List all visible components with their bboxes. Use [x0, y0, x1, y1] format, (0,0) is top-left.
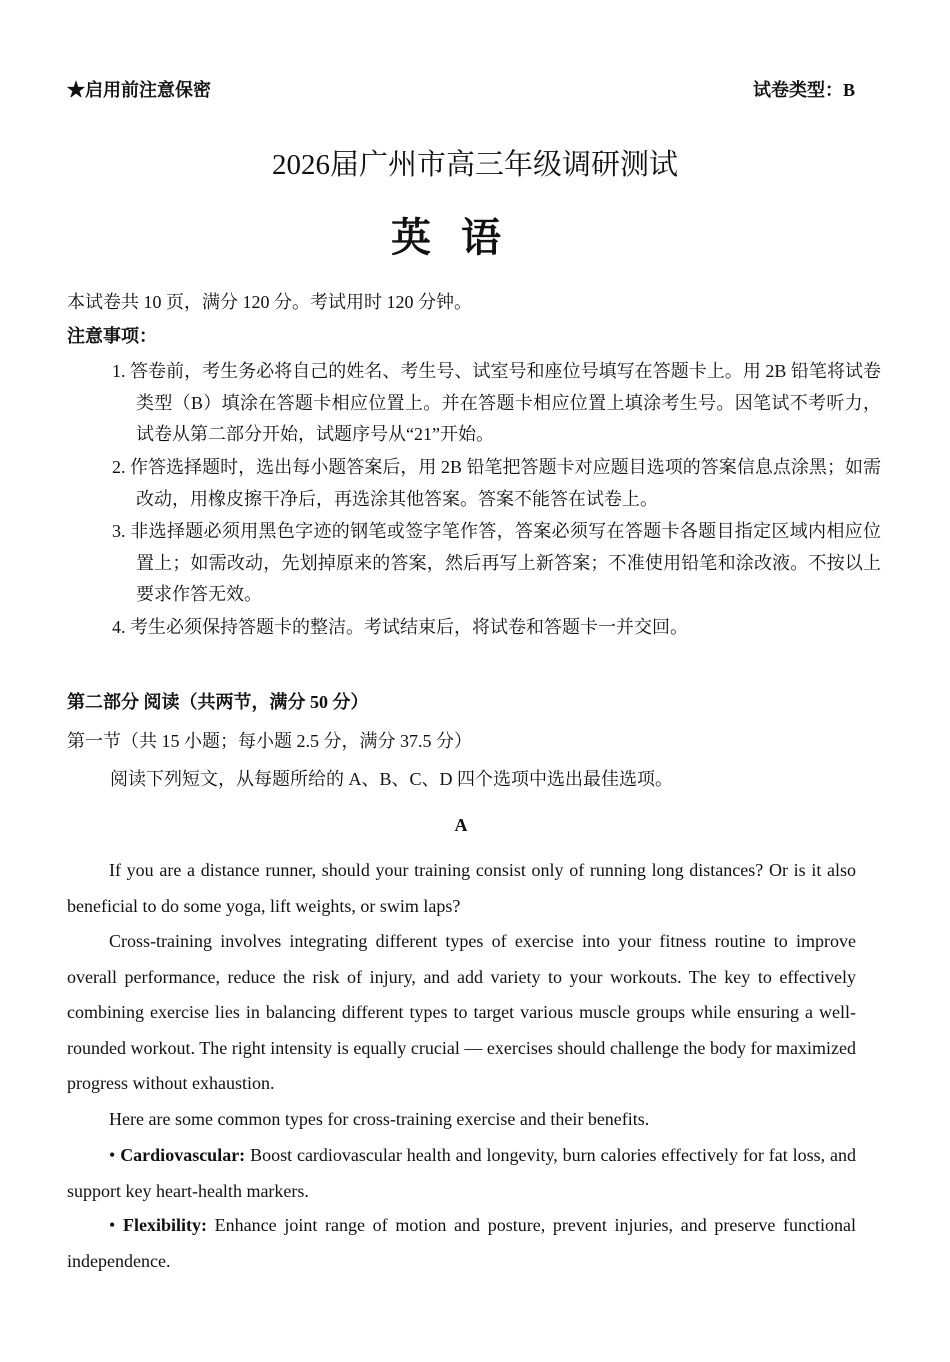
bullet-term: Flexibility:	[123, 1215, 207, 1235]
bullet-item	[67, 1208, 856, 1279]
bullet-item	[67, 1138, 856, 1209]
exam-info: 本试卷共 10 页，满分 120 分。考试用时 120 分钟。	[67, 292, 472, 312]
bullet-icon: •	[109, 1215, 123, 1235]
note-item: 3. 非选择题必须用黑色字迹的钢笔或签字笔作答，答案必须写在答题卡各题目指定区域内相应位置上；如需改动，先划掉原来的答案，然后再写上新答案；不准使用铅笔和涂改液。不按以上要求作答无效。	[112, 521, 881, 604]
passage-paragraph: If you are a distance runner, should your training consist only of running long distances? Or is it also beneficial to do some yoga, lift weights, or swim laps?	[67, 860, 856, 916]
note-item: 4. 考生必须保持答题卡的整洁。考试结束后，将试卷和答题卡一并交回。	[112, 617, 688, 637]
bullet-text: Enhance joint range of motion and posture, prevent injuries, and preserve functional independence.	[67, 1215, 856, 1271]
note-item: 1. 答卷前，考生务必将自己的姓名、考生号、试室号和座位号填写在答题卡上。用 2B 铅笔将试卷类型（B）填涂在答题卡相应位置上。并在答题卡相应位置上填涂考生号。因笔试不考听力，试卷从第二部分开始，试题序号从“21”开始。	[112, 361, 881, 444]
confidential-label: ★启用前注意保密	[67, 80, 211, 100]
section1-heading: 第一节（共 15 小题；每小题 2.5 分，满分 37.5 分）	[67, 731, 472, 751]
bullet-term: Cardiovascular:	[120, 1145, 246, 1165]
note-item: 2. 作答选择题时，选出每小题答案后，用 2B 铅笔把答题卡对应题目选项的答案信息点涂黑；如需改动，用橡皮擦干净后，再选涂其他答案。答案不能答在试卷上。	[112, 457, 881, 509]
exam-title: 2026届广州市高三年级调研测试	[271, 149, 678, 181]
notes-heading: 注意事项：	[67, 326, 157, 346]
part2-heading: 第二部分 阅读（共两节，满分 50 分）	[67, 692, 369, 712]
bullet-icon: •	[109, 1145, 121, 1165]
passage-paragraph: Cross-training involves integrating different types of exercise into your fitness routine to improve overall performance, reduce the risk of injury, and add variety to your workouts. The key to effectively combining exercise lies in balancing different types to target various muscle groups while ensuring a well-rounded workout. The right intensity is equally crucial — exercises should challenge the body for maximized progress without exhaustion.	[67, 931, 856, 1093]
section-instruction: 阅读下列短文，从每题所给的 A、B、C、D 四个选项中选出最佳选项。	[110, 769, 674, 789]
subject-title: 英语	[391, 215, 531, 260]
bullet-text: Boost cardiovascular health and longevity, burn calories effectively for fat loss, and support key heart-health markers.	[67, 1145, 856, 1201]
passage-label: A	[454, 815, 468, 835]
passage-paragraph: Here are some common types for cross-training exercise and their benefits.	[109, 1109, 650, 1129]
paper-type-label: 试卷类型：B	[752, 80, 855, 100]
